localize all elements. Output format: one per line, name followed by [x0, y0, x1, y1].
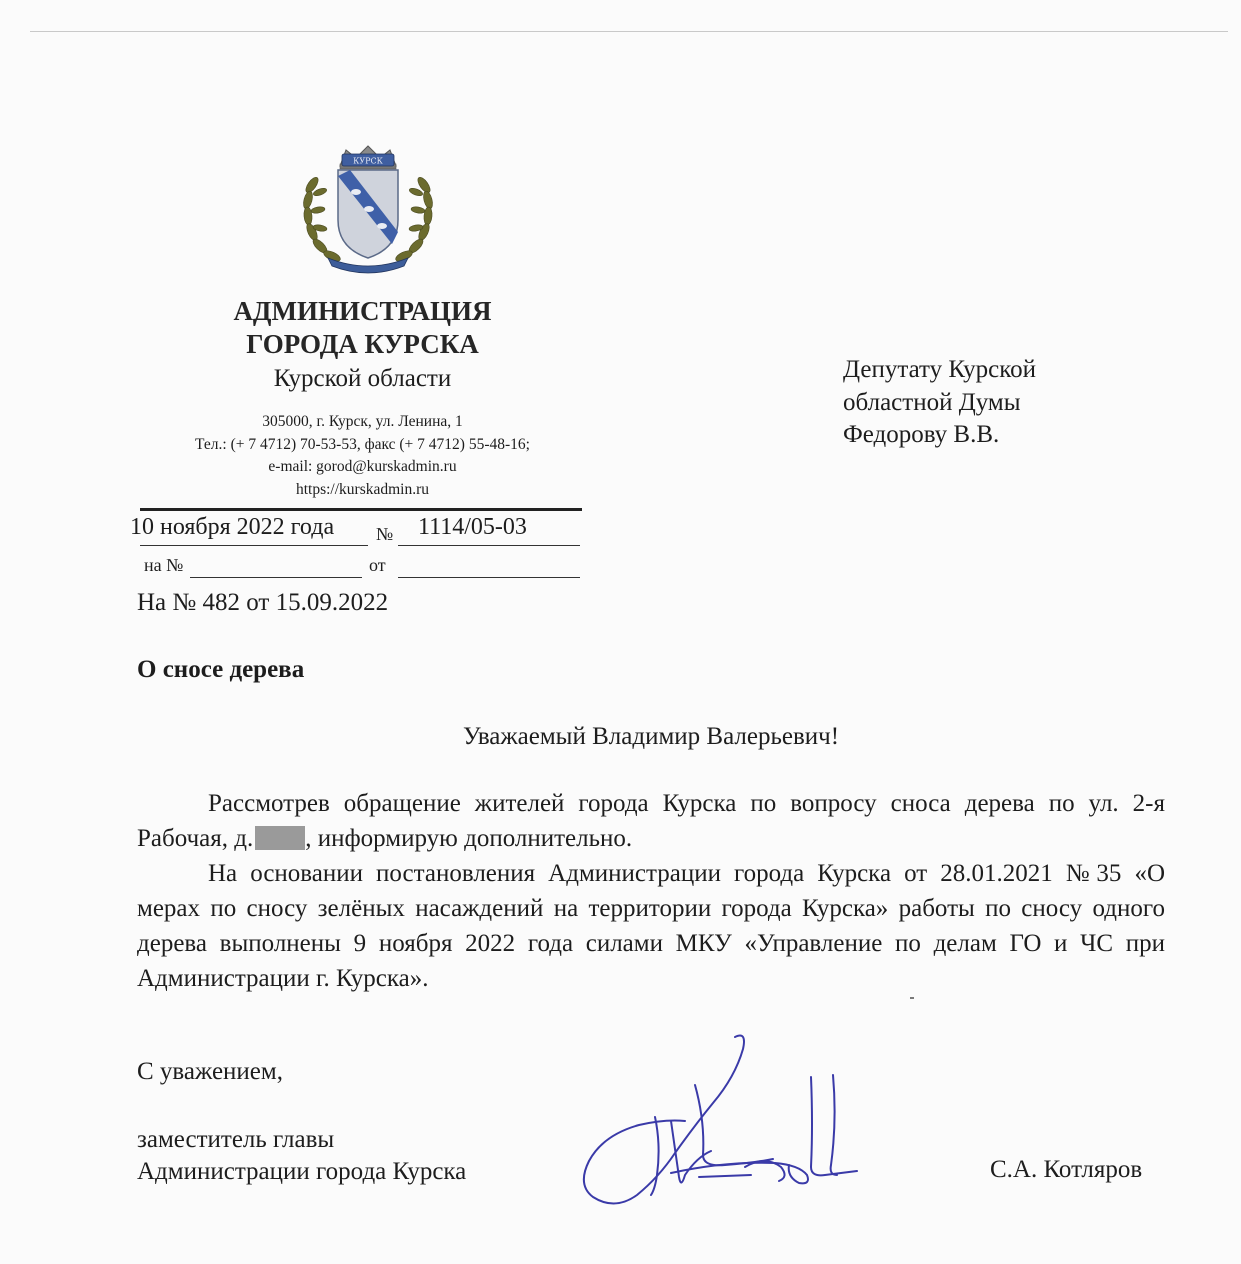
letter-body [137, 786, 1165, 996]
org-name-line-2: ГОРОДА КУРСКА [246, 329, 479, 359]
org-region: Курской области [273, 365, 452, 392]
body-paragraph-1 [137, 786, 1165, 856]
org-name-line-1: АДМИНИСТРАЦИЯ [233, 296, 492, 326]
date-underline [140, 545, 368, 546]
from-label: от [369, 555, 386, 575]
signer-title-line-1: заместитель главы [137, 1126, 335, 1153]
salutation: Уважаемый Владимир Валерьевич! [462, 723, 840, 750]
body-paragraph-2: На основании постановления Администрации города Курска от 28.01.2021 №35 «О мерах по сносу зелёных насаждений на территории города Курска» работы по сносу одного дерева выполнены 9 ноября 2022 года силами МКУ «Управление по делам ГО и ЧС при Администрации г. Курска». [137, 860, 1165, 992]
closing: С уважением, [137, 1058, 283, 1085]
addressee [843, 354, 1036, 452]
letter-number: 1114/05-03 [418, 514, 527, 540]
reply-to-underline [190, 577, 362, 578]
letter-subject: О сносе дерева [137, 656, 305, 683]
org-contacts [140, 411, 585, 501]
body-p1-after: , информирую дополнительно. [305, 825, 633, 852]
scan-speck [910, 997, 914, 999]
addressee-line-1: Депутату Курской [843, 356, 1037, 383]
number-sign: № [376, 524, 394, 544]
org-phone: Тел.: (+ 7 4712) 70-53-53, факс (+ 7 4712) 55-48-16; [195, 435, 530, 453]
letterhead-divider [140, 508, 582, 511]
reply-reference: На № 482 от 15.09.2022 [137, 589, 389, 616]
addressee-line-3: Федорову В.В. [843, 421, 1000, 448]
addressee-line-2: областной Думы [843, 388, 1021, 416]
number-underline [398, 545, 580, 546]
org-website: https://kurskadmin.ru [295, 480, 430, 498]
letter-date: 10 ноября 2022 года [130, 514, 335, 540]
signer-title-line-2: Администрации города Курска [137, 1158, 467, 1185]
signer-title [137, 1124, 466, 1188]
org-email: e-mail: gorod@kurskadmin.ru [268, 458, 457, 475]
kursk-coat-of-arms-icon [298, 140, 438, 275]
reply-to-label: на № [144, 555, 184, 575]
handwritten-signature [575, 1025, 865, 1220]
letterhead [140, 295, 585, 501]
body-p1-before: Рассмотрев обращение жителей города Курска по вопросу сноса дерева по ул. 2-я Рабочая, д. [137, 790, 1165, 852]
signer-name: С.А. Котляров [990, 1156, 1143, 1183]
emblem-ribbon-text: КУРСК [353, 156, 383, 166]
scan-edge-line [30, 31, 1228, 32]
redacted-house-number [255, 826, 305, 850]
org-address: 305000, г. Курск, ул. Ленина, 1 [262, 413, 463, 430]
from-underline [398, 577, 580, 578]
